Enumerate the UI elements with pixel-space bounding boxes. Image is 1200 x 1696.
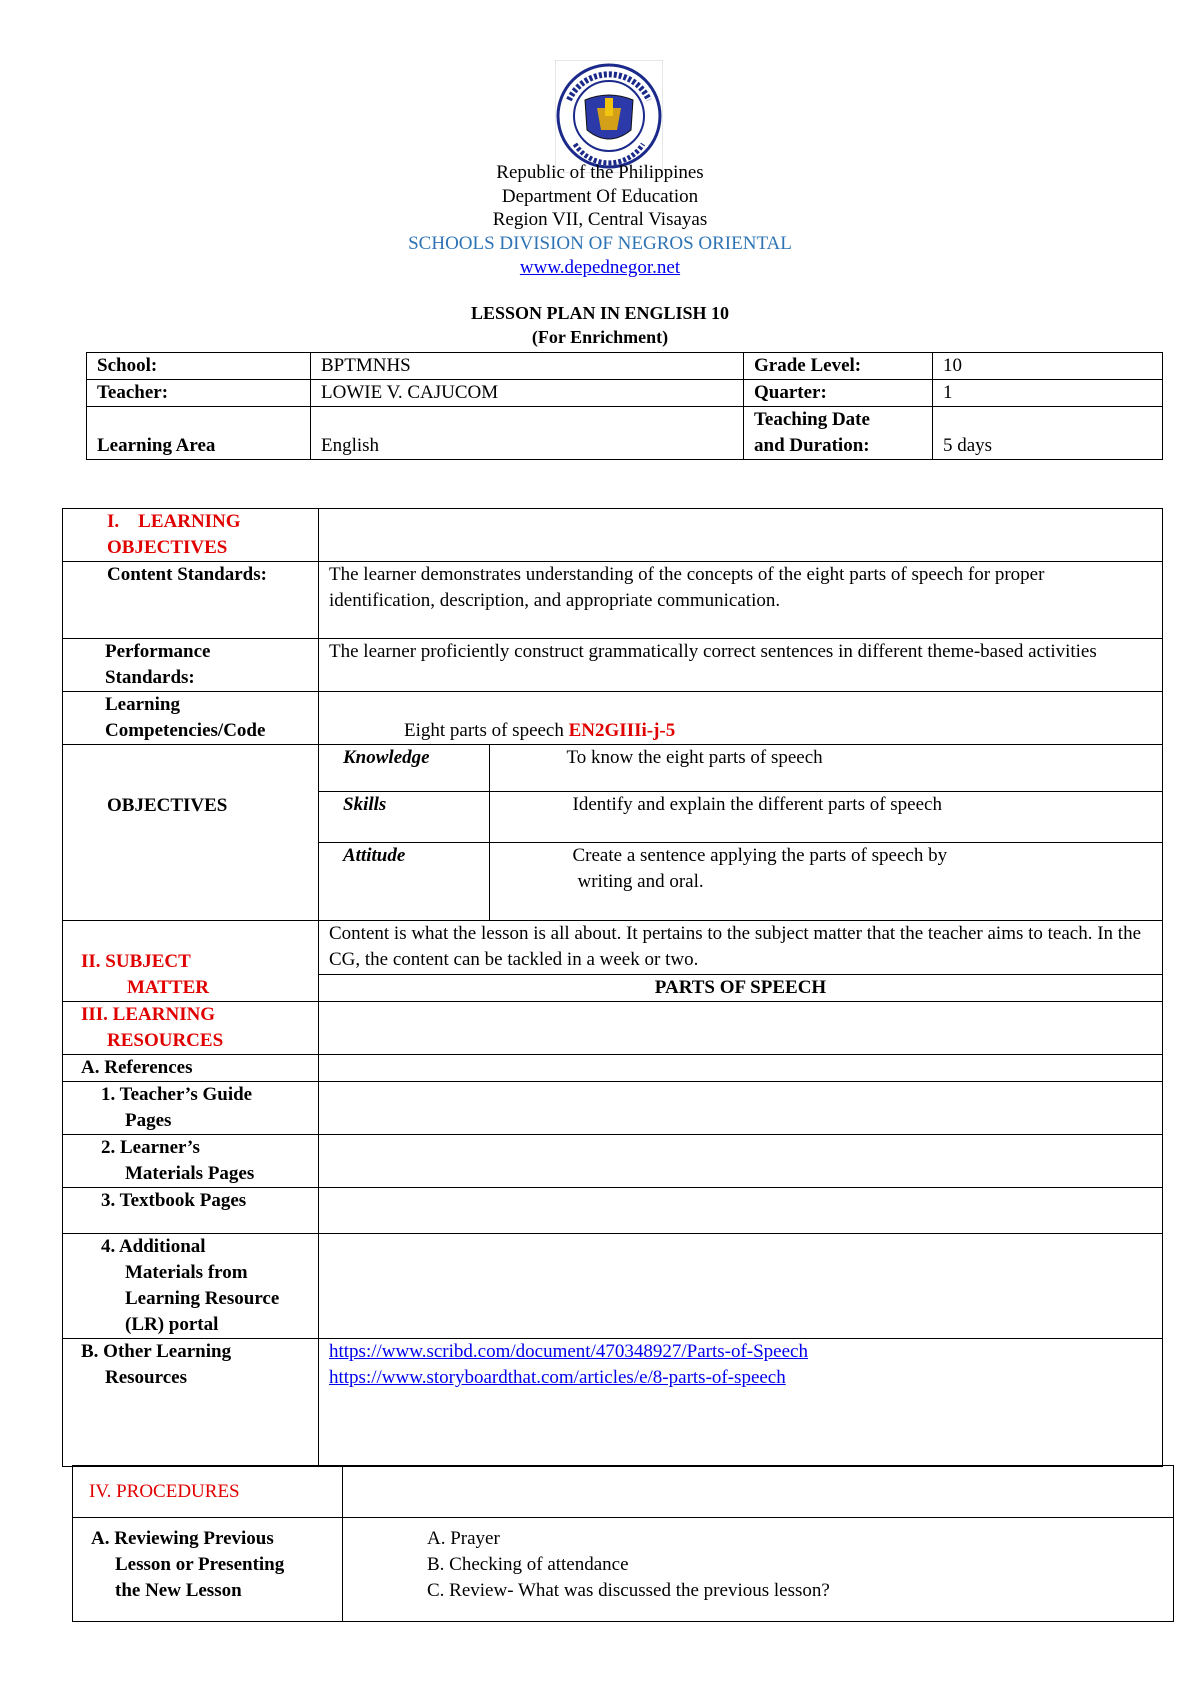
step-prayer: A. Prayer — [427, 1528, 500, 1549]
quarter-label: Quarter: — [744, 380, 933, 407]
subject-heading-line1: II. SUBJECT — [81, 951, 191, 972]
empty-cell — [319, 1188, 1163, 1234]
empty-cell — [319, 1002, 1163, 1055]
teaching-date-label — [744, 407, 933, 460]
deped-seal-logo — [555, 60, 663, 173]
scribd-link[interactable]: https://www.scribd.com/document/470348927/Parts-of-Speech — [329, 1341, 808, 1362]
other-line2: Resources — [105, 1367, 187, 1388]
subject-topic: PARTS OF SPEECH — [319, 974, 1163, 1001]
learning-objectives-heading — [63, 509, 319, 562]
performance-standards-text: The learner proficiently construct grammatically correct sentences in different theme-based activities — [319, 639, 1163, 692]
header-division: SCHOOLS DIVISION OF NEGROS ORIENTAL — [408, 233, 792, 254]
grade-label: Grade Level: — [744, 353, 933, 380]
textbook-pages-label: 3. Textbook Pages — [63, 1188, 319, 1234]
learning-area-value: English — [311, 407, 744, 460]
website-link[interactable]: www.depednegor.net — [519, 257, 681, 278]
teaching-duration-value: 5 days — [933, 407, 1163, 460]
teaching-date-label-line2: and Duration: — [754, 435, 870, 456]
review-line3: the New Lesson — [115, 1580, 242, 1601]
attitude-text-line1: Create a sentence applying the parts of speech by — [572, 844, 948, 866]
other-line1: B. Other Learning — [81, 1341, 232, 1362]
empty-cell — [319, 1082, 1163, 1135]
teacher-label: Teacher: — [87, 380, 311, 407]
resources-heading-line2: RESOURCES — [107, 1030, 224, 1051]
competencies-label — [63, 692, 319, 745]
learning-area-label: Learning Area — [87, 407, 311, 460]
tg-line1: 1. Teacher’s Guide — [101, 1084, 253, 1105]
empty-cell — [319, 1055, 1163, 1082]
lm-line1: 2. Learner’s — [101, 1137, 200, 1158]
am-line3: Learning Resource — [125, 1288, 280, 1309]
tg-line2: Pages — [125, 1110, 172, 1131]
header-republic: Republic of the Philippines — [496, 162, 704, 183]
quarter-value: 1 — [933, 380, 1163, 407]
resources-heading-line1: III. LEARNING — [81, 1004, 216, 1025]
review-steps — [343, 1518, 1174, 1622]
lesson-info-table — [86, 352, 1163, 460]
header-website-wrap — [0, 257, 1200, 279]
subject-heading-line2: MATTER — [127, 977, 209, 998]
other-resources-label — [63, 1339, 319, 1467]
am-line1: 4. Additional — [101, 1236, 206, 1257]
school-value: BPTMNHS — [311, 353, 744, 380]
teaching-date-label-line1: Teaching Date — [754, 409, 870, 430]
subject-matter-heading — [63, 921, 319, 1002]
empty-cell — [319, 509, 1163, 562]
teacher-value: LOWIE V. CAJUCOM — [311, 380, 744, 407]
empty-cell — [319, 1135, 1163, 1188]
procedures-heading: IV. PROCEDURES — [73, 1466, 343, 1518]
review-line2: Lesson or Presenting — [115, 1554, 285, 1575]
lesson-plan-title: LESSON PLAN IN ENGLISH 10 — [470, 303, 730, 323]
teachers-guide-label — [63, 1082, 319, 1135]
school-label: School: — [87, 353, 311, 380]
lm-line2: Materials Pages — [125, 1163, 255, 1184]
other-resources-links — [319, 1339, 1163, 1467]
knowledge-text: To know the eight parts of speech — [489, 745, 1162, 791]
section-num: I. — [107, 511, 120, 532]
learning-resources-heading — [63, 1002, 319, 1055]
skills-label: Skills — [319, 791, 489, 842]
attitude-text — [489, 842, 1162, 920]
references-label: A. References — [63, 1055, 319, 1082]
competency-description: Eight parts of speech — [404, 720, 569, 741]
reviewing-previous-label — [73, 1518, 343, 1622]
am-line4: (LR) portal — [125, 1314, 219, 1335]
content-standards-label: Content Standards: — [63, 562, 319, 639]
content-standards-text: The learner demonstrates understanding of the concepts of the eight parts of speech for proper identification, description, and appropriate communication. — [319, 562, 1163, 639]
grade-value: 10 — [933, 353, 1163, 380]
attitude-label: Attitude — [319, 842, 489, 920]
competencies-label-line1: Learning — [105, 694, 180, 715]
step-review: C. Review- What was discussed the previous lesson? — [427, 1580, 830, 1601]
heading-line1: LEARNING — [138, 511, 241, 532]
step-attendance: B. Checking of attendance — [427, 1554, 629, 1575]
heading-line2: OBJECTIVES — [107, 537, 228, 558]
performance-standards-label — [63, 639, 319, 692]
review-line1: A. Reviewing Previous — [91, 1528, 274, 1549]
skills-text: Identify and explain the different parts of speech — [489, 791, 1162, 842]
procedures-table — [72, 1465, 1174, 1622]
competency-code: EN2GIIIi-j-5 — [568, 720, 676, 741]
storyboardthat-link[interactable]: https://www.storyboardthat.com/articles/e/8-parts-of-speech — [329, 1367, 786, 1388]
knowledge-label: Knowledge — [319, 745, 489, 791]
additional-materials-label — [63, 1234, 319, 1339]
header-region: Region VII, Central Visayas — [492, 209, 708, 230]
header-department: Department Of Education — [501, 186, 699, 207]
subject-description: Content is what the lesson is all about. It pertains to the subject matter that the teacher aims to teach. In the CG, the content can be tackled in a week or two. — [319, 921, 1163, 975]
learners-materials-label — [63, 1135, 319, 1188]
empty-cell — [319, 1234, 1163, 1339]
empty-cell — [343, 1466, 1174, 1518]
performance-label-line2: Standards: — [105, 667, 195, 688]
objectives-label: OBJECTIVES — [63, 745, 319, 921]
lesson-plan-subtitle: (For Enrichment) — [531, 327, 669, 347]
competencies-label-line2: Competencies/Code — [105, 720, 266, 741]
objectives-cell — [319, 745, 1163, 921]
attitude-text-line2: writing and oral. — [577, 870, 704, 892]
am-line2: Materials from — [125, 1262, 248, 1283]
lesson-main-table — [62, 508, 1163, 1467]
performance-label-line1: Performance — [105, 641, 211, 662]
objectives-nested-table — [319, 745, 1162, 920]
competencies-text — [319, 692, 1163, 745]
